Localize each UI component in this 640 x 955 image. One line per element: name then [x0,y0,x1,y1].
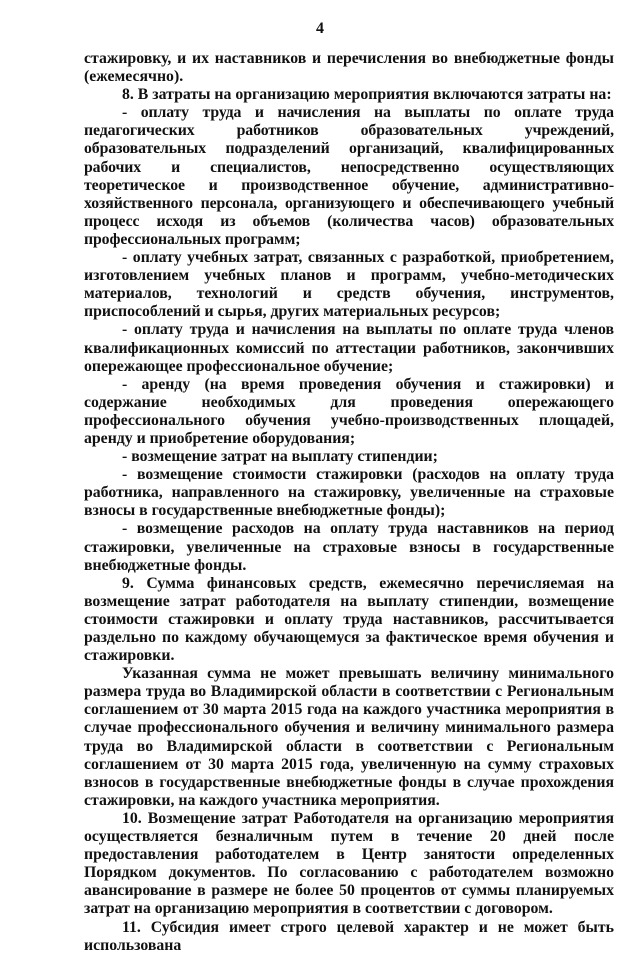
page-number: 4 [316,20,324,37]
list-item-stipend: - возмещение затрат на выплату стипендии; [122,448,438,466]
list-item-internship-cost: - возмещение стоимости стажировки (расходов на оплату труда работника, направленного на стажировку, увеличенные на страховые взносы в государственные внебюджетные фонды); [84,466,614,520]
paragraph-amount-limit: Указанная сумма не может превышать величину минимального размера труда во Владимирской области в соответствии с Региональным соглашением от 30 марта 2015 года на каждого участника мероприятия в случае профессионального обучения и величину минимального размера труда во Владимирской области в соответствии с Региональным соглашением от 30 марта 2015 года, увеличенную на сумму страховых взносов в государственные внебюджетные фонды в случае прохождения стажировки, на каждого участника мероприятия. [84,665,614,809]
paragraph-item-9: 9. Сумма финансовых средств, ежемесячно перечисляемая на возмещение затрат работодателя на выплату стипендии, возмещение стоимости стажировки и оплату труда наставников, рассчитывается раздельно по каждому обучающемуся за фактическое время обучения и стажировки. [84,574,614,665]
paragraph-item-11: 11. Субсидия имеет строго целевой характер и не может быть использована [84,918,614,954]
paragraph-item-8: 8. В затраты на организацию мероприятия включаются затраты на: [122,86,612,104]
document-body [84,50,614,955]
paragraph-item-10: 10. Возмещение затрат Работодателя на организацию мероприятия осуществляется безналичным путем в течение 20 дней после предоставления работодателем в Центр занятости определенных Порядком документов. По согласованию с работодателем возможно авансирование в размере не более 50 процентов от суммы планируемых затрат на организацию мероприятия в соответствии с договором. [84,809,614,918]
list-item-mentor-pay: - возмещение расходов на оплату труда наставников на период стажировки, увеличенные на страховые взносы в государственные внебюджетные фонды. [84,520,614,574]
list-item-educational-costs: - оплату учебных затрат, связанных с разработкой, приобретением, изготовлением учебных планов и программ, учебно-методических материалов, технологий и средств обучения, инструментов, приспособлений и сырья, других материальных ресурсов; [84,249,614,321]
list-item-rent: - аренду (на время проведения обучения и стажировки) и содержание необходимых для проведения опережающего профессионального обучения учебно-производственных площадей, аренду и приобретение оборудования; [84,375,614,447]
paragraph-continuation: стажировку, и их наставников и перечисления во внебюджетные фонды (ежемесячно). [84,50,614,86]
list-item-teacher-pay: - оплату труда и начисления на выплаты по оплате труда педагогических работников образовательных учреждений, образовательных подразделений организаций, квалифицированных рабочих и специалистов, непосредственно осуществляющих теоретическое и производственное обучение, административно-хозяйственного персонала, организующего и обеспечивающего учебный процесс исходя из объемов (количества часов) образовательных профессиональных программ; [84,104,614,248]
list-item-commission-pay: - оплату труда и начисления на выплаты по оплате труда членов квалификационных комиссий по аттестации работников, закончивших опережающее профессиональное обучение; [84,321,614,375]
